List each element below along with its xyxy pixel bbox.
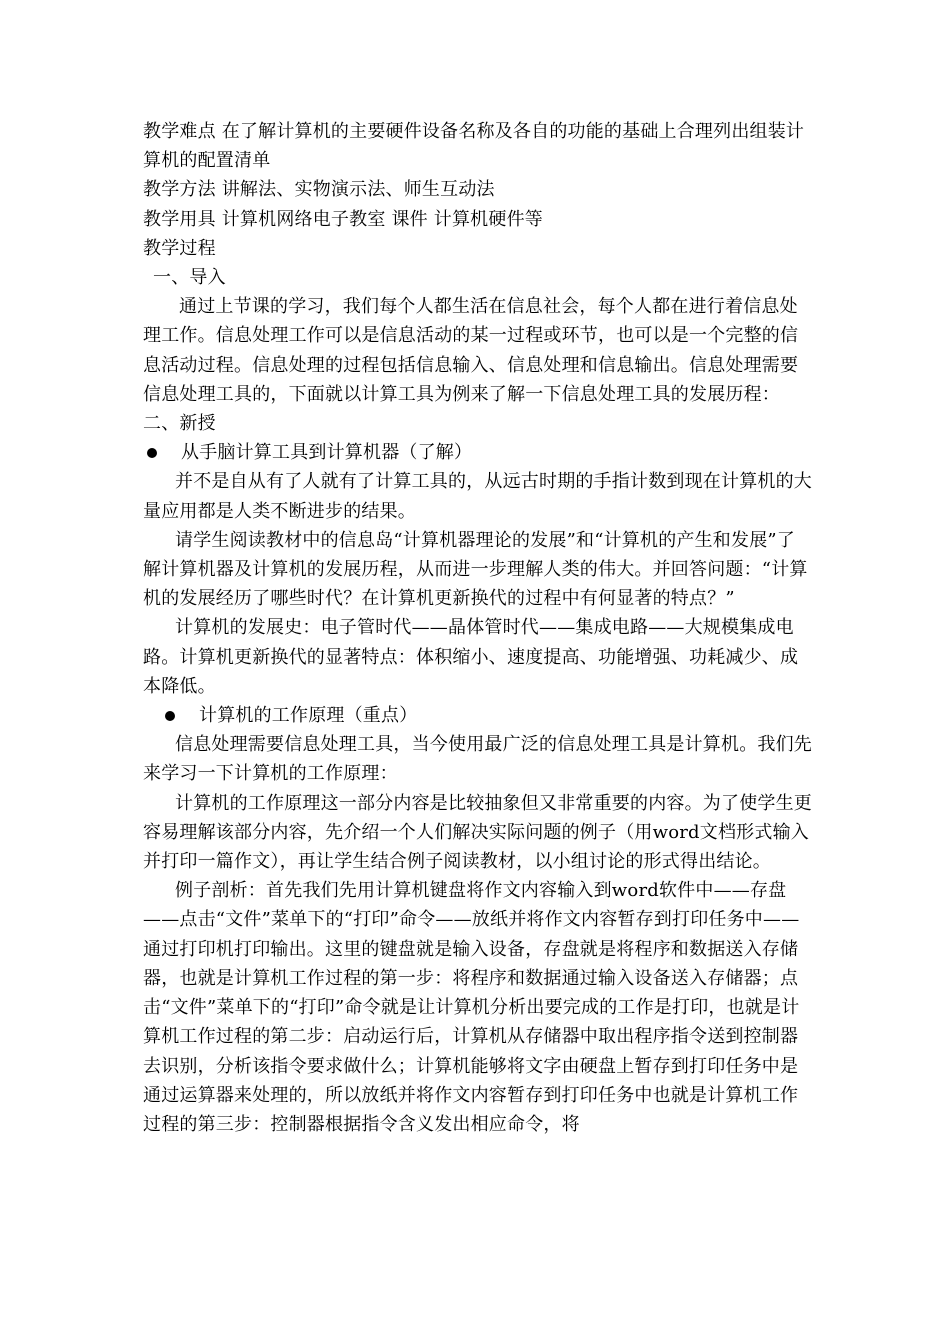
bullet-icon xyxy=(147,448,157,458)
paragraph-principle-intro: 计算机的工作原理这一部分内容是比较抽象但又非常重要的内容。为了使学生更容易理解该部分内容，先介绍一个人们解决实际问题的例子（用word文档形式输入并打印一篇作文），再让学生结合例子阅读教材，以小组讨论的形式得出结论。 xyxy=(143,792,812,873)
paragraph-computer-history: 计算机的发展史：电子管时代——晶体管时代——集成电路——大规模集成电路。计算机更新换代的显著特点：体积缩小、速度提高、功能增强、功耗减少、成本降低。 xyxy=(143,617,799,697)
bullet-item-label: 从手脑计算工具到计算机器（了解） xyxy=(181,442,473,464)
document-body xyxy=(143,117,813,1139)
paragraph-tool-origin: 并不是自从有了人就有了计算工具的，从远古时期的手指计数到现在计算机的大量应用都是人类不断进步的结果。 xyxy=(143,471,812,522)
teaching-method: 教学方法 讲解法、实物演示法、师生互动法 xyxy=(143,179,495,201)
bullet-icon xyxy=(165,711,175,721)
paragraph-info-tool: 信息处理需要信息处理工具，当今使用最广泛的信息处理工具是计算机。我们先来学习一下计算机的工作原理： xyxy=(143,734,812,785)
section-intro-paragraph: 通过上节课的学习，我们每个人都生活在信息社会，每个人都在进行着信息处理工作。信息处理工作可以是信息活动的某一过程或环节，也可以是一个完整的信息活动过程。信息处理的过程包括信息输入、信息处理和信息输出。信息处理需要信息处理工具的，下面就以计算工具为例来了解一下信息处理工具的发展历程： xyxy=(143,296,799,405)
teaching-difficulty: 教学难点 在了解计算机的主要硬件设备名称及各自的功能的基础上合理列出组装计算机的配置清单 xyxy=(143,121,805,172)
bullet-item-label: 计算机的工作原理（重点） xyxy=(199,705,418,727)
bullet-item-working-principle xyxy=(161,701,813,730)
section-intro-title: 一、导入 xyxy=(153,267,226,289)
teaching-process-title: 教学过程 xyxy=(143,237,216,259)
bullet-item-calculation-tools xyxy=(143,438,813,467)
paragraph-example-analysis: 例子剖析：首先我们先用计算机键盘将作文内容输入到word软件中——存盘——点击“文件”菜单下的“打印”命令——放纸并将作文内容暂存到打印任务中——通过打印机打印输出。这里的键盘就是输入设备，存盘就是将程序和数据送入存储器，也就是计算机工作过程的第一步：将程序和数据通过输入设备送入存储器；点击“文件”菜单下的“打印”命令就是让计算机分析出要完成的工作是打印，也就是计算机工作过程的第二步：启动运行后，计算机从存储器中取出程序指令送到控制器去识别，分析该指令要求做什么；计算机能够将文字由硬盘上暂存到打印任务中是通过运算器来处理的，所以放纸并将作文内容暂存到打印任务中也就是计算机工作过程的第三步：控制器根据指令含义发出相应命令，将 xyxy=(143,880,800,1135)
teaching-tools: 教学用具 计算机网络电子教室 课件 计算机硬件等 xyxy=(143,208,543,230)
section-new-title: 二、新授 xyxy=(143,413,216,435)
paragraph-reading-task: 请学生阅读教材中的信息岛“计算机器理论的发展”和“计算机的产生和发展”了解计算机器及计算机的发展历程，从而进一步理解人类的伟大。并回答问题：“计算机的发展经历了哪些时代？在计算机更新换代的过程中有何显著的特点？” xyxy=(143,529,808,610)
